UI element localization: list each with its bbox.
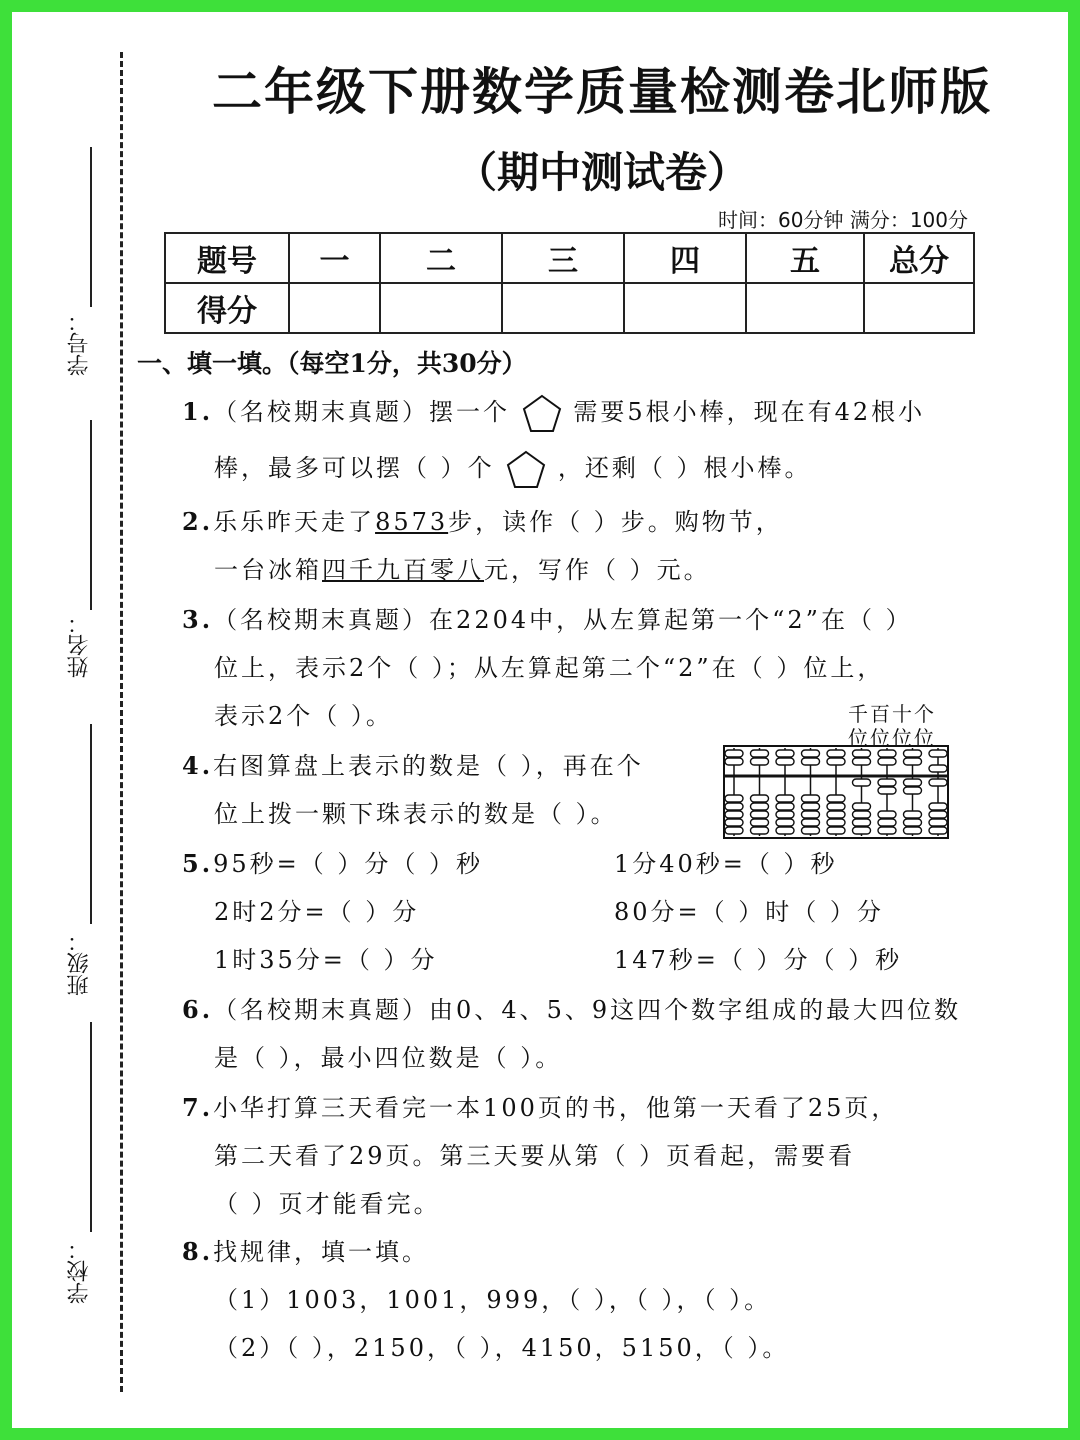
question-text: 找规律，填一填。 bbox=[213, 1238, 430, 1266]
question-5-item-b2: 80分=（ ）时（ ）分 bbox=[614, 898, 884, 926]
score-header-row bbox=[165, 233, 974, 283]
abacus-lower-bead bbox=[878, 811, 896, 818]
abacus-lower-bead bbox=[725, 811, 743, 818]
abacus-lower-bead bbox=[878, 819, 896, 826]
score-cell[interactable] bbox=[380, 283, 502, 333]
abacus-upper-bead bbox=[725, 758, 743, 765]
abacus-lower-bead bbox=[878, 779, 896, 786]
question-7-line-1 bbox=[182, 1088, 898, 1123]
abacus-upper-bead bbox=[751, 758, 769, 765]
question-number: 2. bbox=[182, 507, 214, 536]
question-text: 95秒=（ ）分（ ）秒 bbox=[213, 850, 483, 878]
score-input-row bbox=[165, 283, 974, 333]
binding-dash-line bbox=[120, 52, 123, 1392]
abacus-lower-bead bbox=[802, 819, 820, 826]
question-text: 乐乐昨天走了 bbox=[213, 508, 376, 536]
abacus-lower-bead bbox=[853, 779, 871, 786]
school-label: 学校： bbox=[67, 1238, 92, 1304]
question-4-line-2: 位上拨一颗下珠表示的数是（ ）。 bbox=[214, 800, 618, 828]
question-3-line-3: 表示2个（ ）。 bbox=[214, 702, 393, 730]
abacus-lower-bead bbox=[827, 811, 845, 818]
question-8-sub-2: （2）（ ），2150，（ ），4150，5150，（ ）。 bbox=[214, 1334, 790, 1362]
abacus-lower-bead bbox=[878, 787, 896, 794]
abacus-lower-bead bbox=[751, 795, 769, 802]
abacus-upper-bead bbox=[776, 750, 794, 757]
question-number: 7. bbox=[182, 1093, 214, 1122]
question-6-line-1 bbox=[182, 990, 961, 1025]
question-8-sub-1: （1）1003，1001，999，（ ），（ ），（ ）。 bbox=[214, 1286, 772, 1314]
table-cell: 二 bbox=[380, 233, 502, 283]
question-8-line-1 bbox=[182, 1232, 429, 1267]
question-text: 小华打算三天看完一本100页的书，他第一天看了25页， bbox=[213, 1094, 899, 1122]
table-cell: 一 bbox=[289, 233, 380, 283]
abacus-lower-bead bbox=[904, 779, 922, 786]
question-number: 5. bbox=[182, 849, 214, 878]
abacus-upper-bead bbox=[776, 758, 794, 765]
abacus-upper-bead bbox=[904, 750, 922, 757]
question-text: 需要5根小棒，现在有42根小 bbox=[573, 398, 926, 426]
score-cell[interactable] bbox=[864, 283, 974, 333]
abacus-lower-bead bbox=[802, 811, 820, 818]
abacus-lower-bead bbox=[725, 795, 743, 802]
abacus-lower-bead bbox=[853, 811, 871, 818]
abacus-upper-bead bbox=[802, 750, 820, 757]
abacus-upper-bead bbox=[802, 758, 820, 765]
question-text: 右图算盘上表示的数是（ ），再在个 bbox=[213, 752, 644, 780]
abacus-lower-bead bbox=[802, 795, 820, 802]
time-info: 时间：60分钟 满分：100分 bbox=[718, 208, 968, 232]
question-4-line-1 bbox=[182, 746, 644, 781]
score-cell[interactable] bbox=[624, 283, 746, 333]
question-number: 1. bbox=[182, 397, 214, 426]
abacus-lower-bead bbox=[929, 819, 947, 826]
abacus-lower-bead bbox=[725, 803, 743, 810]
question-5-item-a2: 2时2分=（ ）分 bbox=[214, 898, 420, 926]
student-id-label: 学号： bbox=[67, 310, 92, 376]
question-text: 步，读作（ ）步。购物节， bbox=[448, 508, 783, 536]
table-cell: 题号 bbox=[165, 233, 289, 283]
abacus-lower-bead bbox=[878, 827, 896, 834]
exam-page bbox=[12, 12, 1068, 1428]
score-table bbox=[164, 232, 975, 334]
abacus-lower-bead bbox=[827, 795, 845, 802]
abacus-lower-bead bbox=[929, 811, 947, 818]
abacus-upper-bead bbox=[725, 750, 743, 757]
abacus-lower-bead bbox=[929, 827, 947, 834]
abacus-lower-bead bbox=[827, 819, 845, 826]
abacus-lower-bead bbox=[853, 819, 871, 826]
abacus-diagram bbox=[722, 744, 950, 840]
class-label: 班级： bbox=[67, 930, 92, 996]
score-cell[interactable] bbox=[502, 283, 624, 333]
score-cell[interactable] bbox=[746, 283, 864, 333]
question-number: 6. bbox=[182, 995, 214, 1024]
abacus-lower-bead bbox=[904, 787, 922, 794]
question-5-item-b3: 147秒=（ ）分（ ）秒 bbox=[614, 946, 903, 974]
table-cell: 总分 bbox=[864, 233, 974, 283]
question-6-line-2: 是（ ），最小四位数是（ ）。 bbox=[214, 1044, 563, 1072]
question-number: 8. bbox=[182, 1237, 214, 1266]
table-cell: 五 bbox=[746, 233, 864, 283]
abacus-lower-bead bbox=[929, 803, 947, 810]
abacus-lower-bead bbox=[776, 803, 794, 810]
abacus-lower-bead bbox=[904, 827, 922, 834]
school-line bbox=[90, 1022, 92, 1232]
abacus-lower-bead bbox=[725, 827, 743, 834]
table-cell: 三 bbox=[502, 233, 624, 283]
question-5-item-a3: 1时35分=（ ）分 bbox=[214, 946, 438, 974]
abacus-lower-bead bbox=[904, 819, 922, 826]
score-cell[interactable] bbox=[289, 283, 380, 333]
abacus-lower-bead bbox=[725, 819, 743, 826]
question-text: 棒，最多可以摆（ ）个 bbox=[214, 454, 495, 482]
underlined-number: 8573 bbox=[375, 508, 449, 536]
abacus-upper-bead bbox=[827, 750, 845, 757]
underlined-number: 四千九百零八 bbox=[322, 556, 484, 584]
abacus-lower-bead bbox=[751, 827, 769, 834]
question-text: ，还剩（ ）根小棒。 bbox=[557, 454, 812, 482]
abacus-lower-bead bbox=[802, 803, 820, 810]
abacus-lower-bead bbox=[751, 803, 769, 810]
question-1-line-1 bbox=[182, 392, 925, 435]
question-3-line-2: 位上，表示2个（ ）；从左算起第二个“2”在（ ）位上， bbox=[214, 654, 885, 682]
abacus-lower-bead bbox=[776, 795, 794, 802]
abacus-upper-bead bbox=[878, 750, 896, 757]
abacus-lower-bead bbox=[853, 803, 871, 810]
abacus-lower-bead bbox=[776, 811, 794, 818]
abacus-lower-bead bbox=[827, 827, 845, 834]
abacus-lower-bead bbox=[751, 811, 769, 818]
abacus-lower-bead bbox=[776, 827, 794, 834]
question-5-item-b1: 1分40秒=（ ）秒 bbox=[614, 850, 838, 878]
question-number: 4. bbox=[182, 751, 214, 780]
abacus-lower-bead bbox=[929, 779, 947, 786]
table-cell: 得分 bbox=[165, 283, 289, 333]
abacus-upper-bead bbox=[751, 750, 769, 757]
question-text: （名校期末真题）在2204中，从左算起第一个“2”在（ ） bbox=[213, 606, 913, 634]
question-text: 元，写作（ ）元。 bbox=[484, 556, 711, 584]
abacus-lower-bead bbox=[802, 827, 820, 834]
abacus-upper-bead bbox=[929, 765, 947, 772]
abacus-lower-bead bbox=[751, 819, 769, 826]
exam-subtitle: （期中测试卷） bbox=[454, 148, 749, 197]
question-2-line-1 bbox=[182, 502, 783, 537]
question-7-line-3: （ ）页才能看完。 bbox=[214, 1190, 441, 1218]
question-text: 一台冰箱 bbox=[214, 556, 322, 584]
abacus-upper-bead bbox=[929, 750, 947, 757]
abacus-upper-bead bbox=[853, 758, 871, 765]
abacus-lower-bead bbox=[776, 819, 794, 826]
question-number: 3. bbox=[182, 605, 214, 634]
abacus-upper-bead bbox=[827, 758, 845, 765]
table-cell: 四 bbox=[624, 233, 746, 283]
abacus-upper-bead bbox=[904, 758, 922, 765]
abacus-place-label-2: 位位位位 bbox=[848, 726, 936, 750]
exam-title: 二年级下册数学质量检测卷北师版 bbox=[212, 63, 992, 121]
abacus-place-label-1: 千百十个 bbox=[848, 702, 936, 726]
question-text: （名校期末真题）摆一个 bbox=[213, 398, 511, 426]
question-7-line-2: 第二天看了29页。第三天要从第（ ）页看起，需要看 bbox=[214, 1142, 856, 1170]
question-text: （名校期末真题）由0、4、5、9这四个数字组成的最大四位数 bbox=[213, 996, 962, 1024]
question-3-line-1 bbox=[182, 600, 913, 635]
question-5-item-a1 bbox=[182, 844, 483, 879]
abacus-lower-bead bbox=[827, 803, 845, 810]
abacus-upper-bead bbox=[853, 750, 871, 757]
pentagon-icon bbox=[521, 393, 563, 435]
pentagon-icon bbox=[505, 449, 547, 491]
question-1-line-2 bbox=[214, 448, 812, 491]
name-label: 姓名： bbox=[67, 612, 92, 678]
abacus-upper-bead bbox=[878, 758, 896, 765]
abacus-lower-bead bbox=[853, 827, 871, 834]
abacus-lower-bead bbox=[904, 811, 922, 818]
question-2-line-2 bbox=[214, 550, 711, 585]
class-line bbox=[90, 724, 92, 924]
section-title: 一、填一填。（每空1分，共30分） bbox=[137, 349, 527, 378]
student-id-line bbox=[90, 147, 92, 307]
name-line bbox=[90, 420, 92, 610]
